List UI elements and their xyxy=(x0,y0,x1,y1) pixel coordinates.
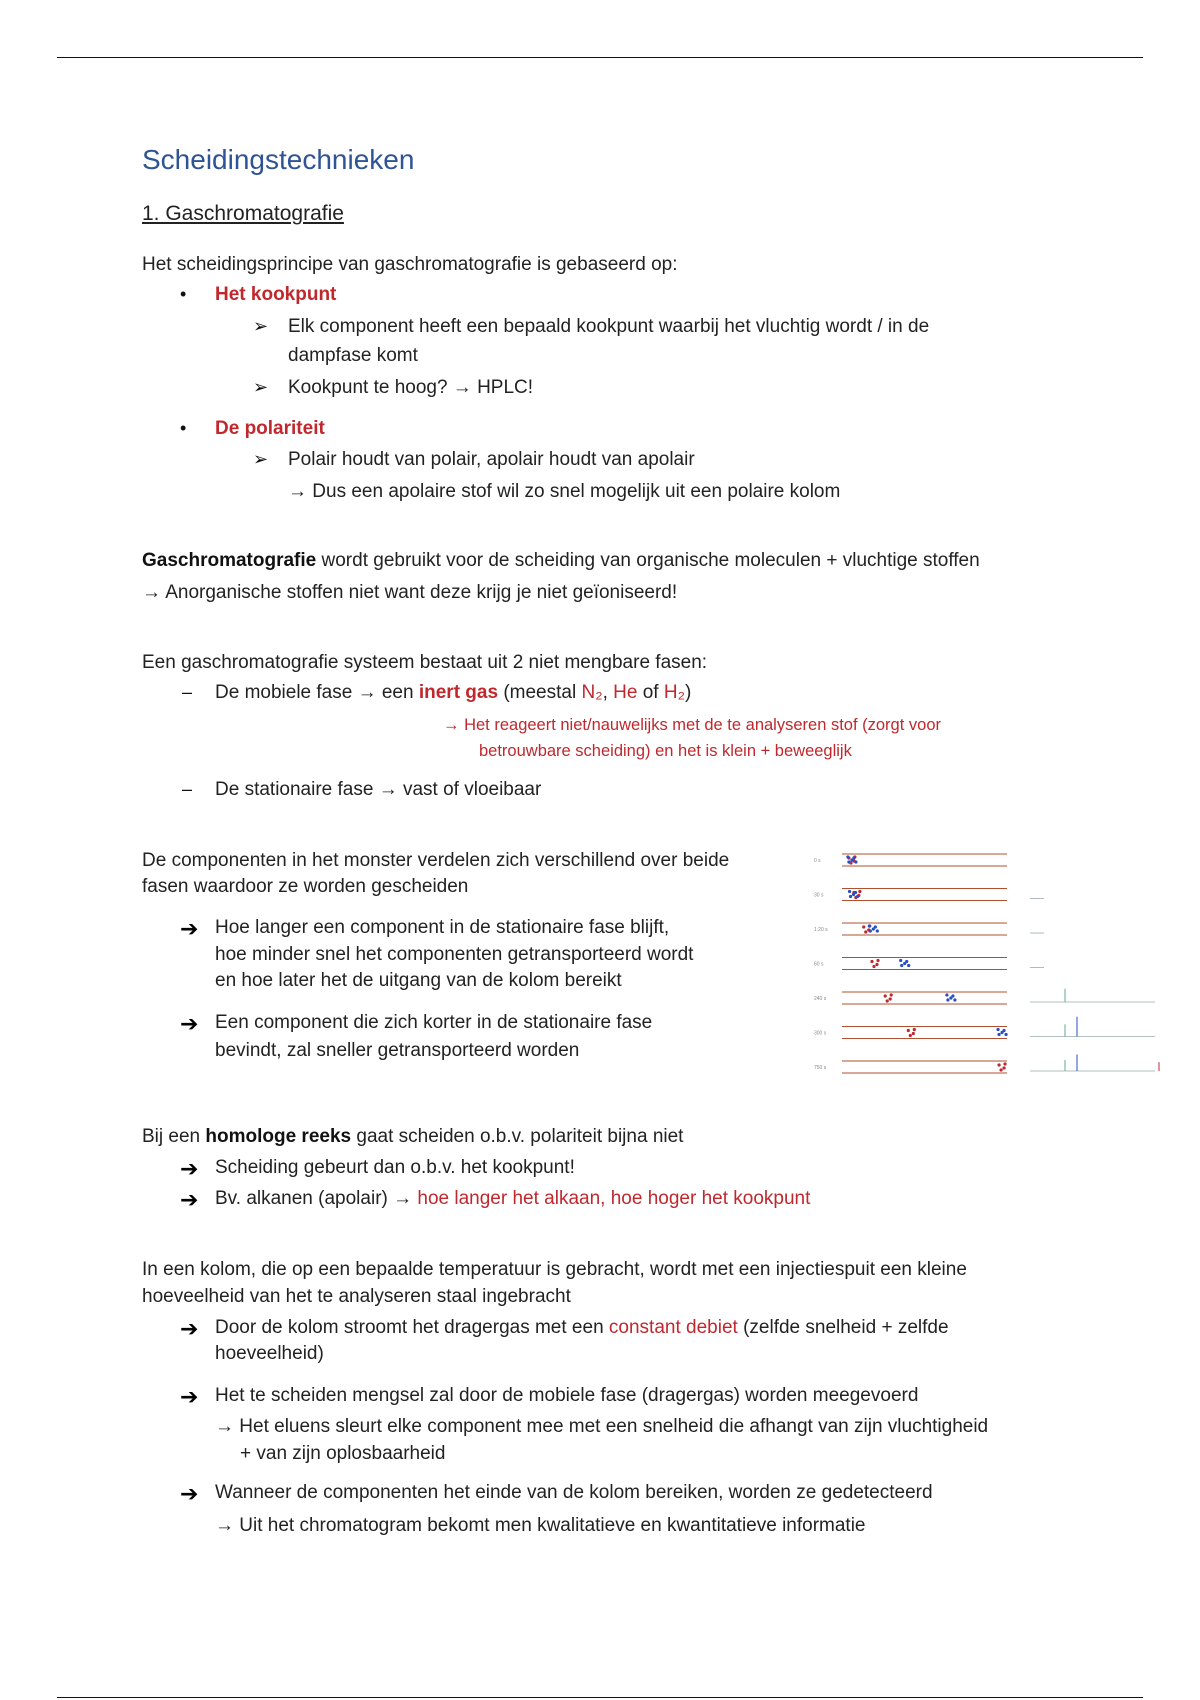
kookpunt-hplc: Kookpunt te hoog? → HPLC! xyxy=(288,377,534,398)
red-molecule xyxy=(1003,1062,1006,1065)
homolog-point2-red: hoe langer het alkaan, hoe hoger het kookpunt xyxy=(417,1188,811,1209)
bullet-dot-icon: • xyxy=(180,284,187,304)
blue-molecule xyxy=(847,860,850,863)
bullet-kookpunt: Het kookpunt xyxy=(215,284,337,305)
red-molecule xyxy=(889,997,892,1000)
homolog-pre: Bij een xyxy=(142,1126,206,1147)
kookpunt-line2: dampfase komt xyxy=(288,345,418,366)
intro-lead: Het scheidingsprincipe van gaschromatografie is gebaseerd op: xyxy=(142,254,678,275)
h2: H₂ xyxy=(663,682,685,703)
homolog-point2-pre: Bv. alkanen (apolair) → xyxy=(215,1188,418,1209)
red-molecule xyxy=(1002,1066,1005,1069)
column-point2: Het te scheiden mengsel zal door de mobiele fase (dragergas) worden meegevoerd xyxy=(215,1385,919,1406)
section-heading: 1. Gaschromatografie xyxy=(142,202,344,225)
red-molecule xyxy=(858,890,861,893)
dist-point1-line1: Hoe langer een component in de stationaire fase blijft, xyxy=(215,917,670,938)
constant-debiet: constant debiet xyxy=(608,1317,738,1338)
usage-rest: wordt gebruikt voor de scheiding van organische moleculen + vluchtige stoffen xyxy=(316,550,980,571)
arrowhead-bullet-icon: ➢ xyxy=(253,316,269,336)
mobile-paren: (meestal xyxy=(498,682,582,703)
blue-molecule xyxy=(907,964,910,967)
red-molecule xyxy=(872,965,875,968)
blue-molecule xyxy=(876,929,879,932)
red-molecule xyxy=(884,994,887,997)
mobile-paren-close: ) xyxy=(684,682,692,703)
bottom-rule xyxy=(57,1697,1143,1698)
dist-line2: fasen waardoor ze worden gescheiden xyxy=(142,876,469,897)
red-molecule xyxy=(999,1068,1002,1071)
inert-gas: inert gas xyxy=(418,682,499,703)
dist-point1-line3: en hoe later het de uitgang van de kolom bereikt xyxy=(215,970,622,991)
mobile-pre: De mobiele fase → een xyxy=(215,682,419,703)
blue-molecule xyxy=(1000,1031,1003,1034)
column-point3-sub: → Uit het chromatogram bekomt men kwalitatieve en kwantitatieve informatie xyxy=(215,1515,866,1536)
homolog-point2 xyxy=(215,1188,810,1210)
arrow-bullet-icon: ➔ xyxy=(180,1384,199,1409)
dist-line1: De componenten in het monster verdelen zich verschillend over beide xyxy=(142,850,730,871)
red-molecule xyxy=(997,1063,1000,1066)
blue-molecule xyxy=(856,895,859,898)
blue-molecule xyxy=(852,893,855,896)
mobile-phase xyxy=(215,682,691,704)
usage-bold: Gaschromatografie xyxy=(142,550,317,571)
homolog-point1: Scheiding gebeurt dan o.b.v. het kookpunt! xyxy=(215,1157,575,1178)
blue-molecule xyxy=(945,993,948,996)
usage-line2: → Anorganische stoffen niet want deze krijg je niet geïoniseerd! xyxy=(142,582,678,603)
blue-molecule xyxy=(949,996,952,999)
blue-molecule xyxy=(900,964,903,967)
of: of xyxy=(637,682,664,703)
blue-molecule xyxy=(846,855,849,858)
column-point1-post: (zelfde snelheid + zelfde xyxy=(737,1317,949,1338)
red-molecule xyxy=(909,1034,912,1037)
n2: N₂ xyxy=(581,682,603,703)
bullet-dot-icon: • xyxy=(180,418,187,438)
arrow-bullet-icon: ➔ xyxy=(180,916,199,941)
blue-molecule xyxy=(869,929,872,932)
blue-molecule xyxy=(1004,1033,1007,1036)
red-molecule xyxy=(870,960,873,963)
blue-molecule xyxy=(953,998,956,1001)
arrow-bullet-icon: ➔ xyxy=(180,1011,199,1036)
row-time-label: 1:20 s xyxy=(814,927,828,933)
red-molecule xyxy=(890,993,893,996)
blue-molecule xyxy=(872,927,875,930)
blue-molecule xyxy=(868,924,871,927)
blue-molecule xyxy=(850,858,853,861)
column-line2: hoeveelheid van het te analyseren staal ingebracht xyxy=(142,1286,571,1307)
chromatography-column-figure xyxy=(812,840,1167,1090)
row-time-label: 240 s xyxy=(814,996,827,1002)
dist-point1-line2: hoe minder snel het componenten getransporteerd wordt xyxy=(215,944,694,965)
stationary-phase: De stationaire fase → vast of vloeibaar xyxy=(215,779,542,800)
dash-bullet-icon: – xyxy=(182,682,193,702)
red-molecule xyxy=(913,1028,916,1031)
row-time-label: 0 s xyxy=(814,858,821,864)
homolog-line xyxy=(142,1126,683,1148)
dash-bullet-icon: – xyxy=(182,779,193,799)
dist-point2-line2: bevindt, zal sneller getransporteerd worden xyxy=(215,1040,580,1061)
homolog-bold: homologe reeks xyxy=(205,1126,352,1147)
column-point1-pre: Door de kolom stroomt het dragergas met een xyxy=(215,1317,609,1338)
mobile-note-line1: → Het reageert niet/nauwelijks met de te analyseren stof (zorgt voor xyxy=(443,716,941,734)
blue-molecule xyxy=(903,962,906,965)
column-line1: In een kolom, die op een bepaalde temperatuur is gebracht, wordt met een injectiespuit een kleine xyxy=(142,1259,967,1280)
row-time-label: 300 s xyxy=(814,1030,827,1037)
blue-molecule xyxy=(946,998,949,1001)
column-point2-sub2: + van zijn oplosbaarheid xyxy=(240,1443,446,1464)
top-rule xyxy=(57,57,1143,58)
page-title: Scheidingstechnieken xyxy=(142,144,415,175)
he: He xyxy=(613,682,638,703)
homolog-post: gaat scheiden o.b.v. polariteit bijna niet xyxy=(351,1126,684,1147)
blue-molecule xyxy=(996,1028,999,1031)
red-molecule xyxy=(912,1032,915,1035)
row-time-label: 60 s xyxy=(814,961,824,968)
red-molecule xyxy=(862,925,865,928)
blue-molecule xyxy=(899,959,902,962)
row-time-label: 750 s xyxy=(814,1065,827,1071)
blue-molecule xyxy=(854,860,857,863)
blue-molecule xyxy=(849,895,852,898)
column-point1 xyxy=(215,1317,949,1339)
kookpunt-line1: Elk component heeft een bepaald kookpunt waarbij het vluchtig wordt / in de xyxy=(288,316,930,337)
arrow-bullet-icon: ➔ xyxy=(180,1156,199,1181)
polariteit-line2: → Dus een apolaire stof wil zo snel mogelijk uit een polaire kolom xyxy=(288,481,841,502)
column-point1-line2: hoeveelheid) xyxy=(215,1343,324,1364)
column-point2-sub1: → Het eluens sleurt elke component mee met een snelheid die afhangt van zijn vluchtigheid xyxy=(215,1416,989,1437)
arrow-bullet-icon: ➔ xyxy=(180,1187,199,1212)
sep: , xyxy=(602,682,614,703)
red-molecule xyxy=(875,963,878,966)
arrowhead-bullet-icon: ➢ xyxy=(253,449,269,469)
usage-line1 xyxy=(142,550,980,572)
blue-molecule xyxy=(997,1033,1000,1036)
dist-point2-line1: Een component die zich korter in de stationaire fase xyxy=(215,1012,653,1033)
column-point3: Wanneer de componenten het einde van de kolom bereiken, worden ze gedetecteerd xyxy=(215,1482,933,1503)
row-time-label: 30 s xyxy=(814,892,824,899)
arrow-bullet-icon: ➔ xyxy=(180,1316,199,1341)
blue-molecule xyxy=(848,890,851,893)
red-molecule xyxy=(886,999,889,1002)
red-molecule xyxy=(907,1029,910,1032)
mobile-note-line2: betrouwbare scheiding) en het is klein + beweeglijk xyxy=(479,742,852,760)
polariteit-line1: Polair houdt van polair, apolair houdt van apolair xyxy=(288,449,695,470)
arrow-bullet-icon: ➔ xyxy=(180,1481,199,1506)
red-molecule xyxy=(876,959,879,962)
bullet-polariteit: De polariteit xyxy=(215,418,325,439)
red-molecule xyxy=(864,930,867,933)
phases-lead: Een gaschromatografie systeem bestaat uit 2 niet mengbare fasen: xyxy=(142,652,708,673)
arrowhead-bullet-icon: ➢ xyxy=(253,377,269,397)
